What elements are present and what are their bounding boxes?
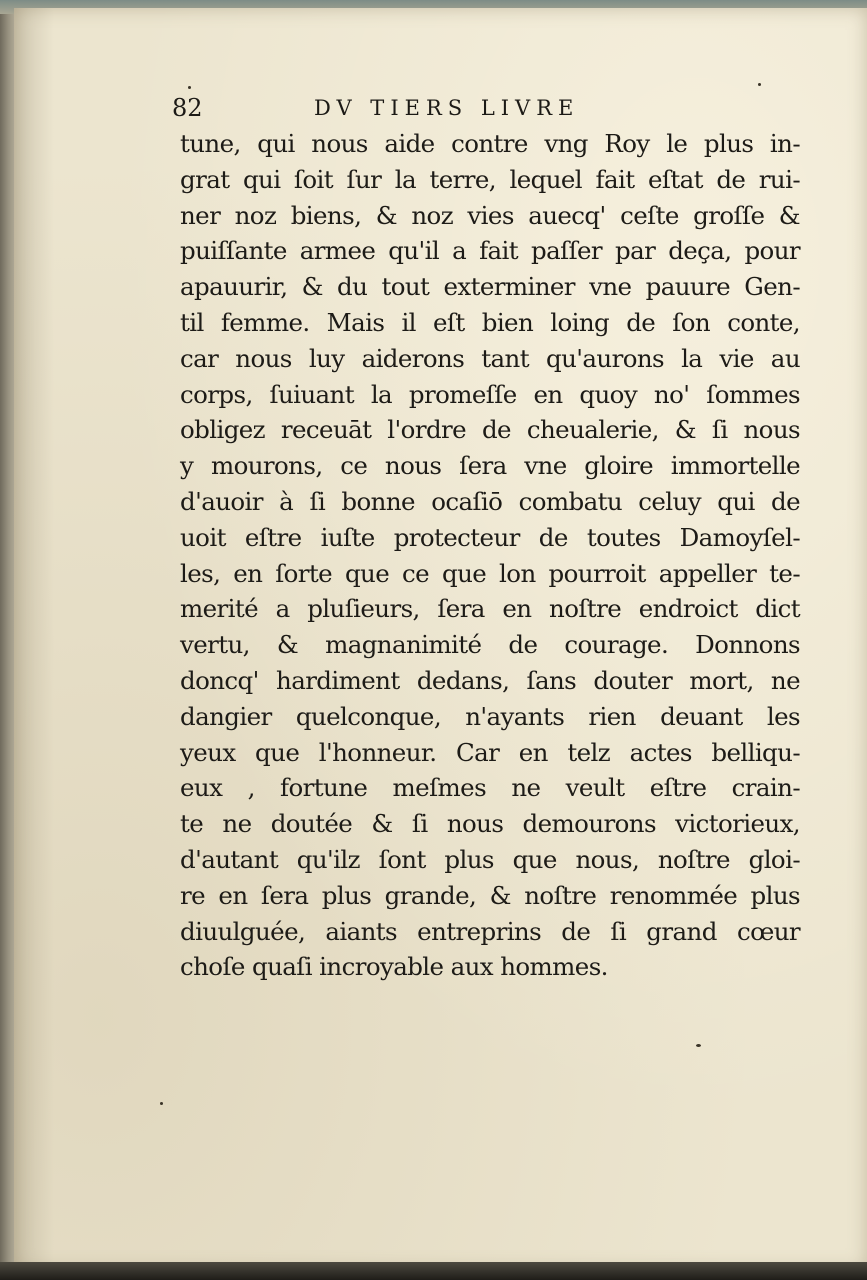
text-line: y mourons, ce nous ſera vne gloire immortelle (180, 451, 800, 481)
text-line: obligez receuāt l'ordre de cheualerie, & ſi nous (180, 415, 800, 445)
text-line: eux , fortune meſmes ne veult eſtre crain- (180, 773, 800, 803)
text-line: re en ſera plus grande, & noſtre renommée plus (180, 880, 800, 910)
running-head: DV TIERS LIVRE (314, 96, 580, 120)
text-line: diuulguée, aiants entreprins de ſi grand cœur (180, 916, 800, 946)
text-line: car nous luy aiderons tant qu'aurons la vie au (180, 343, 800, 373)
ink-speck (696, 1044, 701, 1047)
ink-speck (160, 1102, 163, 1105)
body-text (180, 126, 800, 985)
page-bottom-edge (0, 1262, 867, 1280)
text-line: tune, qui nous aide contre vng Roy le plus in- (180, 129, 800, 158)
text-line: uoit eſtre iuſte protecteur de toutes Damoyſel- (180, 522, 800, 552)
text-line: puiſſante armee qu'il a fait paſſer par deça, pour (180, 236, 800, 266)
text-line: d'auoir à ſi bonne ocaſiō combatu celuy qui de (180, 486, 800, 516)
text-line: choſe quaſi incroyable aux hommes. (180, 952, 608, 982)
text-line: doncq' hardiment dedans, ſans douter mort, ne (180, 665, 800, 695)
text-line: merité a pluſieurs, ſera en noſtre endroict dict (180, 594, 800, 624)
text-line: corps, ſuiuant la promeſſe en quoy no' ſommes (180, 379, 800, 409)
text-line: til femme. Mais il eſt bien loing de ſon conte, (180, 307, 800, 337)
text-line: dangier quelconque, n'ayants rien deuant les (180, 701, 800, 731)
text-line: yeux que l'honneur. Car en telz actes belliqu- (180, 737, 800, 767)
text-line: ner noz biens, & noz vies auecq' ceſte groſſe & (180, 200, 800, 230)
text-line: vertu, & magnanimité de courage. Donnons (180, 630, 800, 660)
text-line: te ne doutée & ſi nous demourons victorieux, (180, 809, 800, 839)
text-line: apauurir, & du tout exterminer vne pauure Gen- (180, 272, 800, 302)
ink-speck (188, 86, 191, 89)
ink-speck (758, 83, 761, 86)
text-line: d'autant qu'ilz ſont plus que nous, noſtre gloi- (180, 844, 800, 874)
text-line: les, en ſorte que ce que lon pourroit appeller te- (180, 558, 800, 588)
text-line: grat qui ſoit ſur la terre, lequel fait eſtat de rui- (180, 164, 800, 194)
page-number: 82 (172, 94, 203, 122)
